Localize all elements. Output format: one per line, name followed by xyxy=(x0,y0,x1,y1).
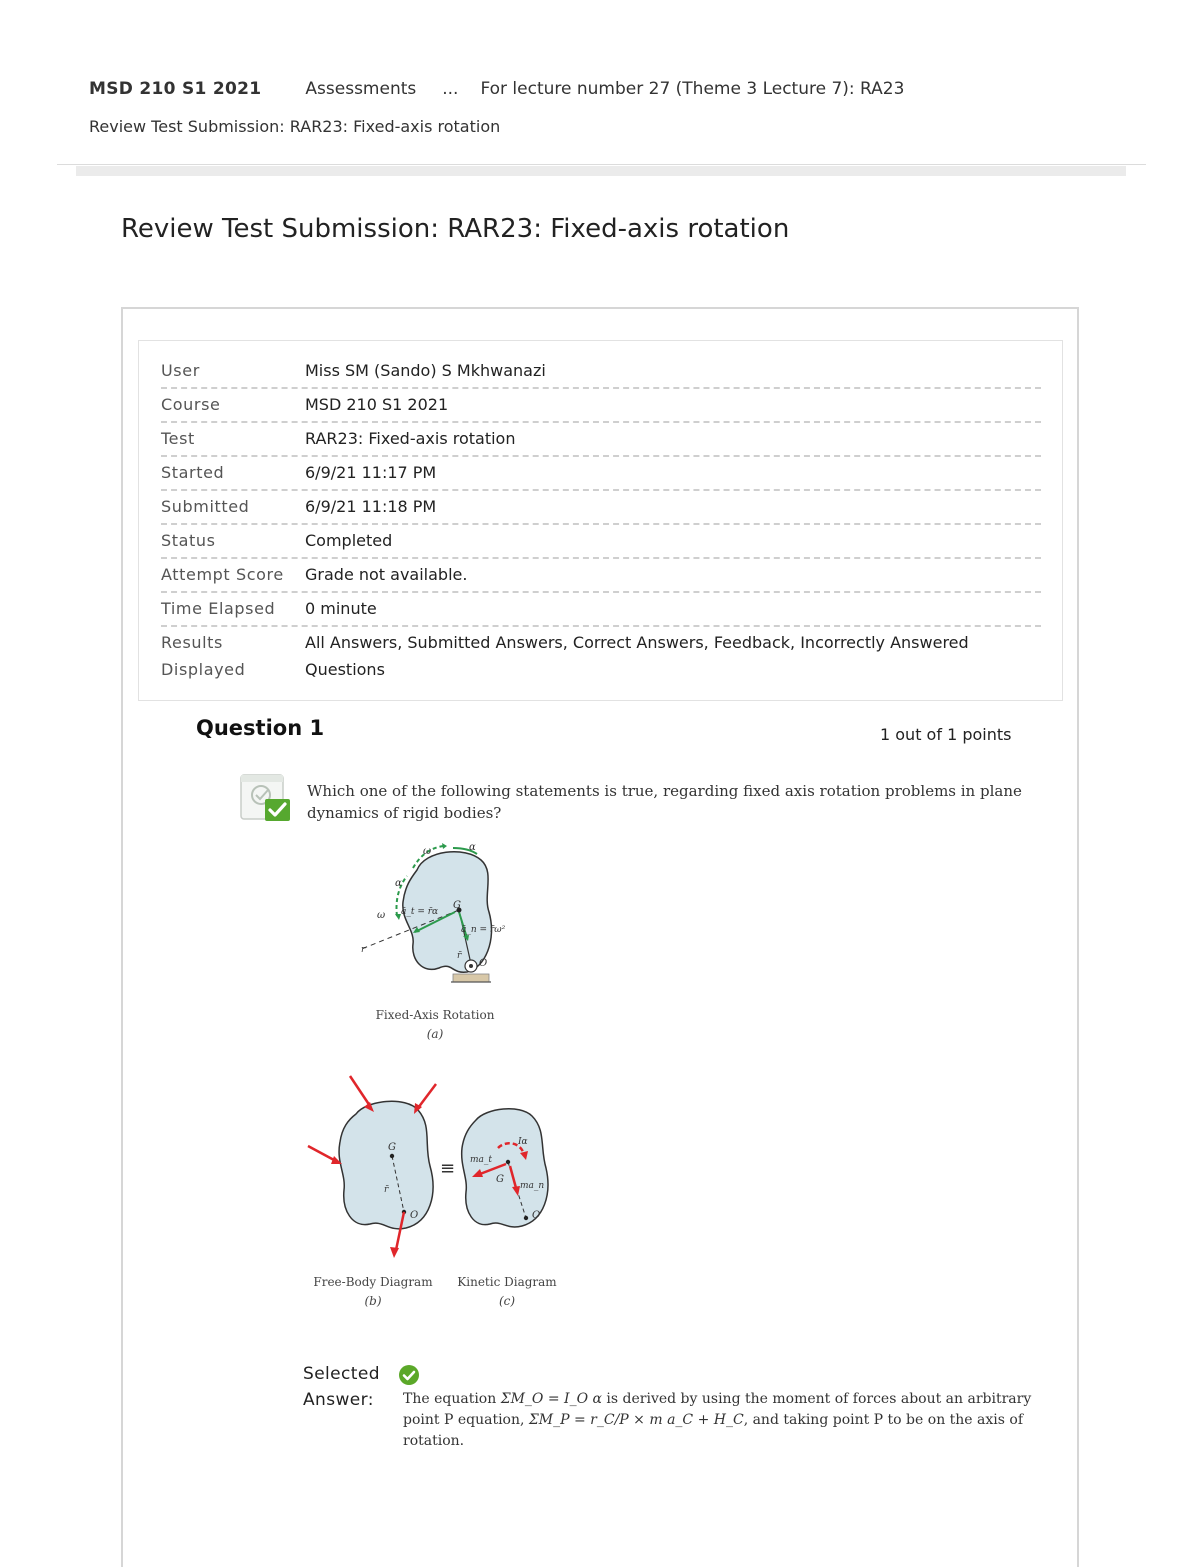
details-value: 6/9/21 11:18 PM xyxy=(305,497,437,516)
details-label: User xyxy=(161,361,200,380)
svg-text:G: G xyxy=(388,1142,396,1153)
svg-text:O: O xyxy=(410,1210,419,1221)
free-body-kinetic-diagram xyxy=(300,1070,570,1274)
svg-text:ma_t: ma_t xyxy=(470,1155,493,1165)
details-row-test xyxy=(161,425,1041,457)
breadcrumb-course-link[interactable]: MSD 210 S1 2021 xyxy=(89,79,262,99)
details-value: RAR23: Fixed-axis rotation xyxy=(305,429,516,448)
question-points: 1 out of 1 points xyxy=(880,725,1012,744)
svg-text:ā_t = r̄α: ā_t = r̄α xyxy=(401,907,439,917)
details-row-submitted xyxy=(161,493,1041,525)
answer-text-part: is derived by using the moment of forces about an arbitrary point P equation, xyxy=(403,1391,1032,1428)
svg-text:ω: ω xyxy=(423,846,432,857)
breadcrumb-ellipsis[interactable]: ... xyxy=(442,79,459,99)
svg-text:ā_n = r̄ω²: ā_n = r̄ω² xyxy=(461,925,506,935)
figure-b-label: (b) xyxy=(364,1294,382,1308)
details-label: Started xyxy=(161,463,225,482)
details-label: Results Displayed xyxy=(161,633,246,679)
svg-text:r̄: r̄ xyxy=(457,951,462,961)
svg-text:r̄: r̄ xyxy=(384,1185,389,1195)
breadcrumb-lecture-link[interactable]: For lecture number 27 (Theme 3 Lecture 7): RA23 xyxy=(480,79,905,99)
details-value: Grade not available. xyxy=(305,565,468,584)
header-divider xyxy=(57,164,1146,165)
svg-text:O: O xyxy=(532,1210,541,1221)
svg-text:α: α xyxy=(395,878,402,889)
question-text: Which one of the following statements is true, regarding fixed axis rotation problems in plane dynamics of rigid bodies? xyxy=(307,782,1022,822)
details-label: Time Elapsed xyxy=(161,599,276,618)
svg-text:ω: ω xyxy=(377,910,386,921)
details-value: All Answers, Submitted Answers, Correct Answers, Feedback, Incorrectly Answered Questions xyxy=(305,633,969,679)
details-label: Test xyxy=(161,429,195,448)
header-bar xyxy=(76,166,1126,176)
selected-answer-label: Selected Answer: xyxy=(303,1364,380,1410)
answer-text-part: , and taking point P to be on the axis of rotation. xyxy=(403,1412,1023,1449)
details-row-course xyxy=(161,391,1041,423)
svg-text:G: G xyxy=(453,900,461,911)
figure-c-caption: Kinetic Diagram xyxy=(457,1275,557,1289)
figure-a-label: (a) xyxy=(426,1027,444,1041)
details-value: Miss SM (Sando) S Mkhwanazi xyxy=(305,361,546,380)
svg-text:Iα: Iα xyxy=(518,1137,528,1147)
svg-text:α: α xyxy=(469,842,476,853)
breadcrumb-assessments-link[interactable]: Assessments xyxy=(305,79,417,99)
details-row-time-elapsed xyxy=(161,595,1041,627)
breadcrumb xyxy=(89,79,904,99)
details-value: MSD 210 S1 2021 xyxy=(305,395,449,414)
svg-text:r: r xyxy=(361,945,366,955)
submission-details xyxy=(138,340,1063,701)
question-title: Question 1 xyxy=(196,716,325,740)
details-label: Course xyxy=(161,395,221,414)
answer-equation: ΣM_P = r_C/P × m a_C + H_C xyxy=(528,1412,744,1428)
check-circle-icon xyxy=(398,1364,420,1390)
details-row-results-displayed xyxy=(161,629,1041,687)
svg-text:≡: ≡ xyxy=(440,1158,456,1179)
answer-text-part: The equation xyxy=(403,1391,501,1407)
answer-equation: ΣM_O = I_O α xyxy=(500,1391,602,1407)
selected-answer-text xyxy=(403,1389,1043,1452)
details-label: Attempt Score xyxy=(161,565,284,584)
details-value: 6/9/21 11:17 PM xyxy=(305,463,437,482)
figure-c-label: (c) xyxy=(498,1294,516,1308)
details-row-status xyxy=(161,527,1041,559)
svg-text:O: O xyxy=(479,958,488,969)
details-value: Completed xyxy=(305,531,393,550)
correct-answer-icon xyxy=(239,773,293,827)
page-title: Review Test Submission: RAR23: Fixed-axis rotation xyxy=(121,214,790,244)
details-label: Submitted xyxy=(161,497,250,516)
figure-b-caption: Free-Body Diagram xyxy=(313,1275,433,1289)
svg-text:G: G xyxy=(496,1174,504,1185)
breadcrumb-current: Review Test Submission: RAR23: Fixed-axis rotation xyxy=(89,117,501,136)
fixed-axis-rotation-figure xyxy=(355,840,535,1004)
details-row-attempt-score xyxy=(161,561,1041,593)
details-row-user xyxy=(161,357,1041,389)
details-label: Status xyxy=(161,531,216,550)
figure-a-caption: Fixed-Axis Rotation xyxy=(375,1008,495,1022)
svg-text:ma_n: ma_n xyxy=(520,1181,545,1191)
details-value: 0 minute xyxy=(305,599,377,618)
details-row-started xyxy=(161,459,1041,491)
